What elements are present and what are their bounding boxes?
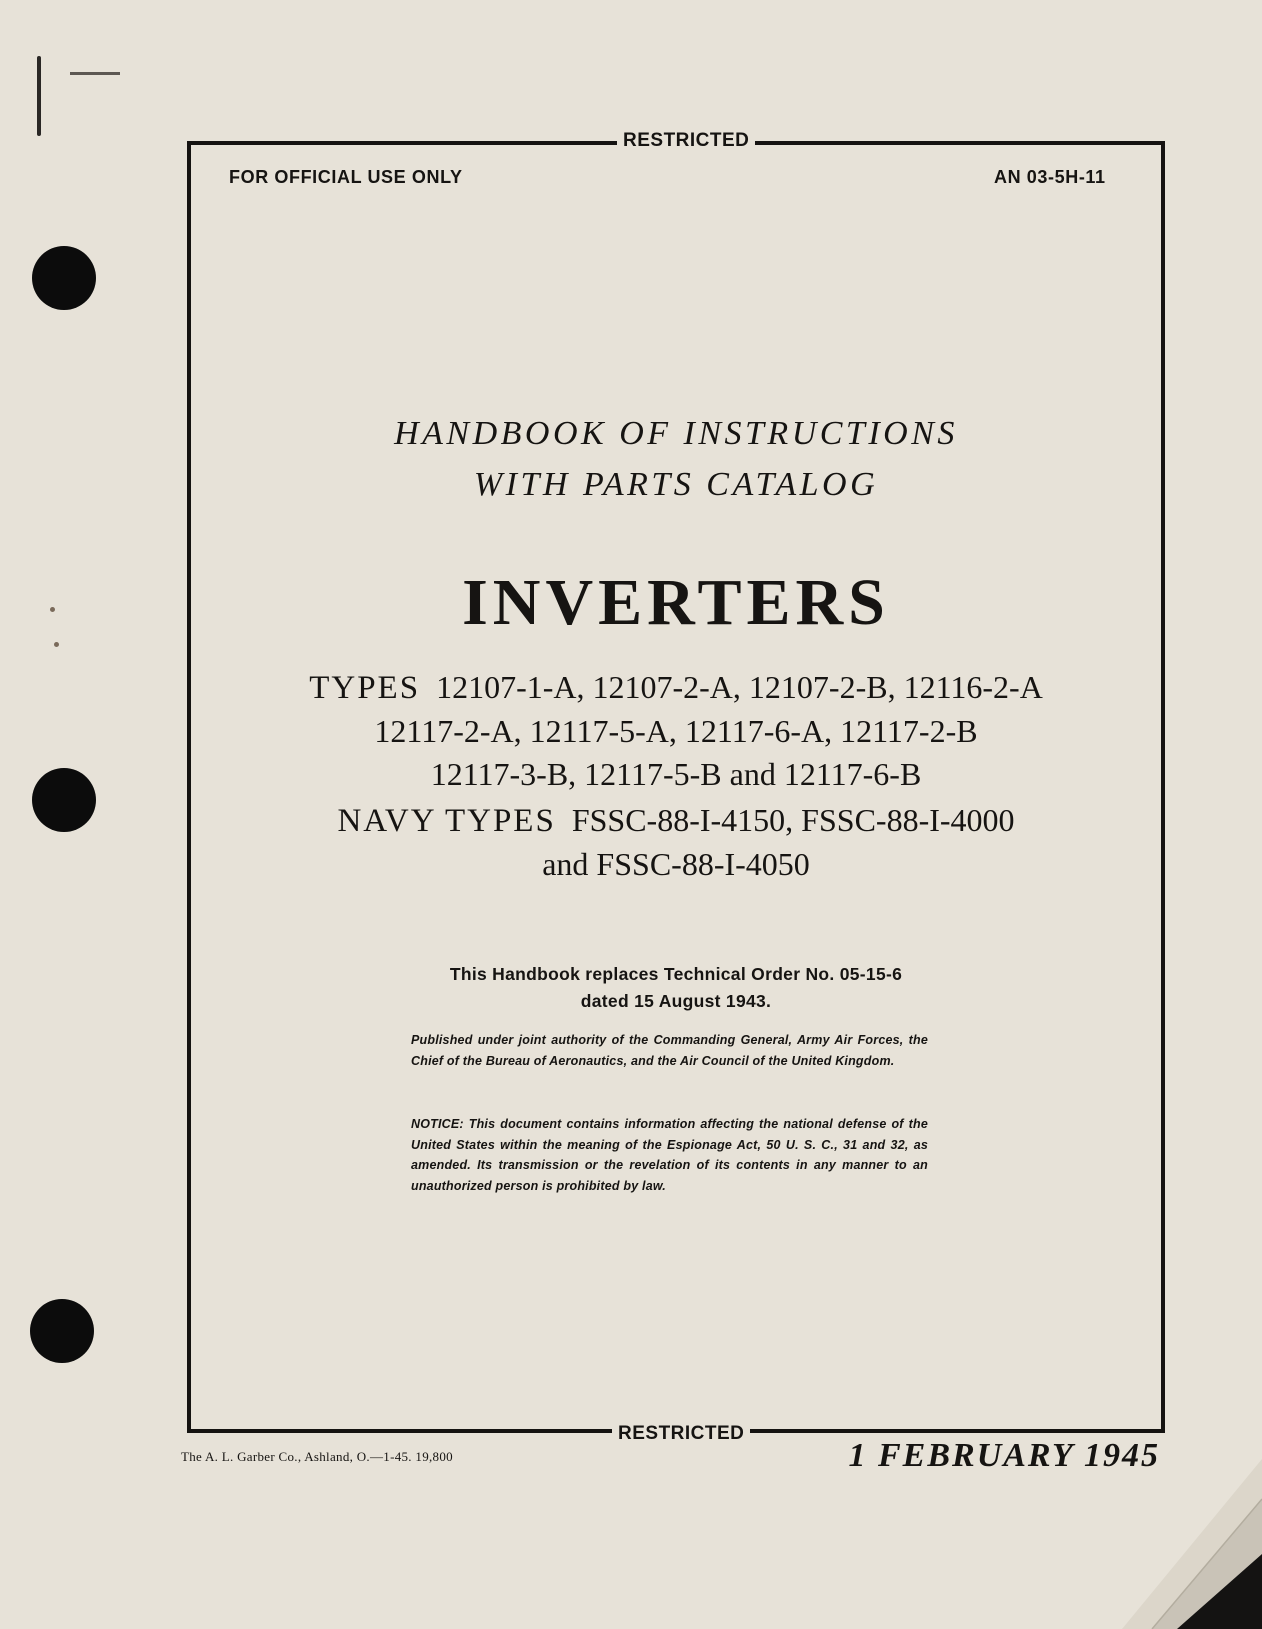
navy-types-list xyxy=(187,799,1165,886)
navy-types-line: and FSSC-88-I-4050 xyxy=(542,846,810,882)
restricted-label-top: RESTRICTED xyxy=(617,130,755,152)
binder-hole xyxy=(32,768,96,832)
replaces-notice xyxy=(187,961,1165,1015)
document-number: AN 03-5H-11 xyxy=(994,167,1106,187)
page-mark xyxy=(70,72,120,75)
restricted-label-bottom: RESTRICTED xyxy=(612,1423,750,1445)
binder-hole xyxy=(32,246,96,310)
types-list xyxy=(187,666,1165,796)
navy-types-values: FSSC-88-I-4150, FSSC-88-I-4000 xyxy=(571,802,1015,838)
handbook-title-line: HANDBOOK OF INSTRUCTIONS xyxy=(394,415,958,452)
page-speck xyxy=(50,607,55,612)
folded-corner xyxy=(1122,1459,1262,1629)
binder-hole xyxy=(30,1299,94,1363)
navy-types-line xyxy=(187,799,1165,843)
printer-imprint: The A. L. Garber Co., Ashland, O.—1-45. 19,800 xyxy=(181,1449,453,1464)
types-line: 12117-3-B, 12117-5-B and 12117-6-B xyxy=(430,756,922,792)
handbook-title-line: WITH PARTS CATALOG xyxy=(473,466,879,503)
page-mark xyxy=(37,56,41,136)
types-lead: TYPES xyxy=(309,670,421,706)
replaces-line: dated 15 August 1943. xyxy=(580,991,772,1011)
types-line xyxy=(187,666,1165,710)
types-values: 12107-1-A, 12107-2-A, 12107-2-B, 12116-2-A xyxy=(436,669,1043,705)
espionage-notice-paragraph: NOTICE: This document contains information affecting the national defense of the United States within the meaning of the Espionage Act, 50 U. S. C., 31 and 32, as amended. Its transmission or the revelation of its contents in any manner to an unauthorized person is prohibited by law. xyxy=(411,1117,928,1193)
official-use-label: FOR OFFICIAL USE ONLY xyxy=(229,167,463,187)
handbook-title xyxy=(187,408,1165,510)
replaces-line: This Handbook replaces Technical Order No. 05-15-6 xyxy=(449,964,903,984)
page-speck xyxy=(54,642,59,647)
navy-types-lead: NAVY TYPES xyxy=(337,803,556,839)
publication-date: 1 FEBRUARY 1945 xyxy=(848,1437,1160,1474)
types-line: 12117-2-A, 12117-5-A, 12117-6-A, 12117-2-B xyxy=(374,713,978,749)
publication-authority-paragraph: Published under joint authority of the Commanding General, Army Air Forces, the Chief of the Bureau of Aeronautics, and the Air Council of the United Kingdom. xyxy=(411,1033,928,1068)
main-title: INVERTERS xyxy=(462,566,890,639)
